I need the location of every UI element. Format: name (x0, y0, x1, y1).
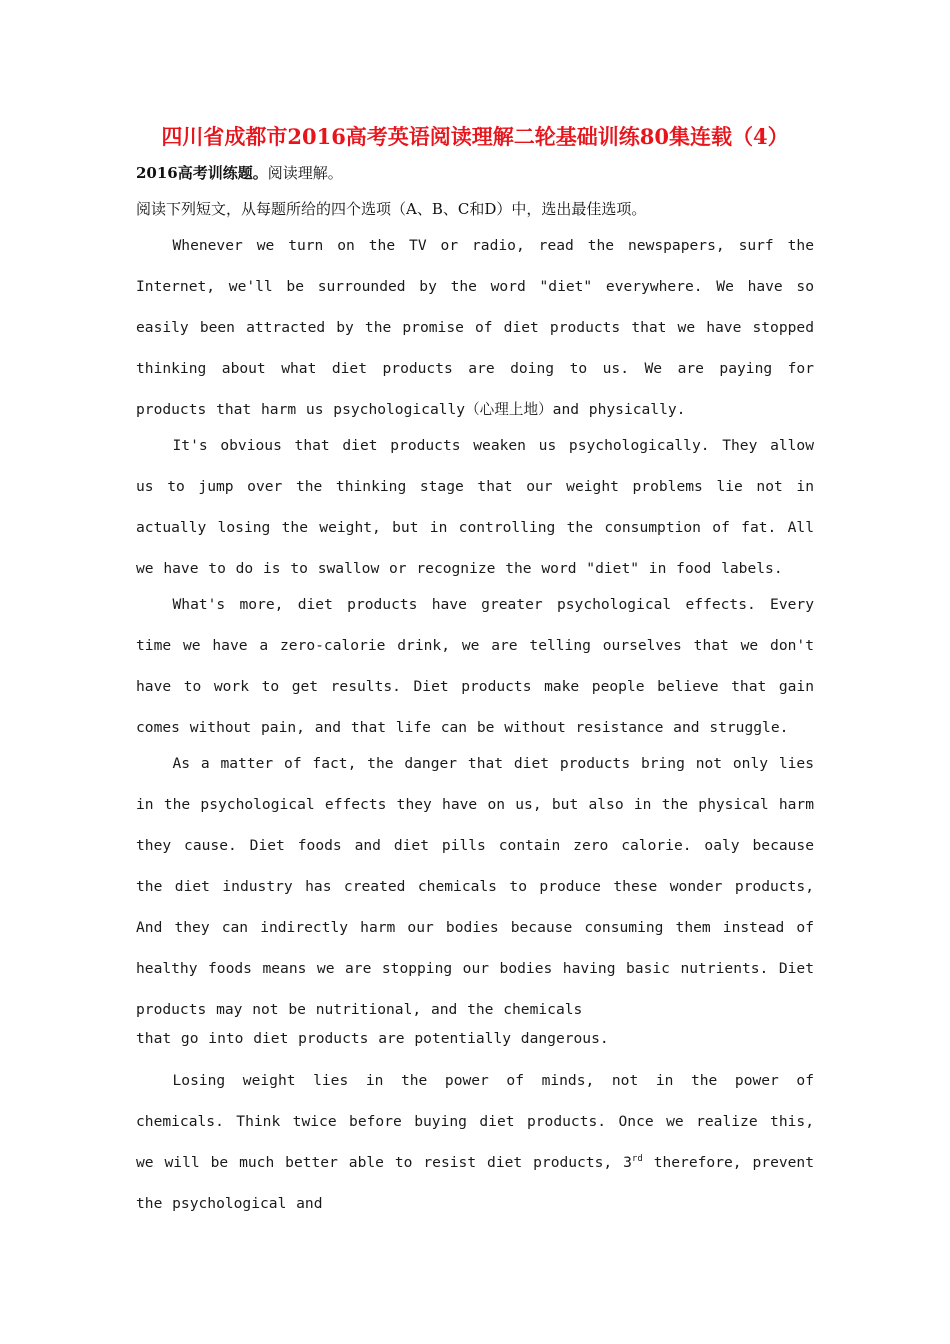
passage-paragraph-5 (136, 1060, 814, 1224)
exercise-subheading (136, 162, 816, 184)
instruction-text: 阅读下列短文，从每题所给的四个选项（A、B、C和D）中，选出最佳选项。 (136, 200, 647, 218)
paragraph-5-tail: therefore, prevent the psychological and (136, 1154, 814, 1212)
passage-paragraph-4: As a matter of fact, the danger that diet products bring not only lies in the psychological effects they have on us, but also in the physical harm they cause. Diet foods and diet pills contain zero calorie. oaly because the diet industry has created chemicals to produce these wonder products, And they can indirectly harm our bodies because consuming them instead of healthy foods means we are stopping our bodies having basic nutrients. Diet products may not be nutritional, and the chemicals (136, 755, 814, 1018)
passage-paragraph-1: Whenever we turn on the TV or radio, read the newspapers, surf the Internet, we'll be surrounded by the word "diet" everywhere. We have so easily been attracted by the promise of diet products that we have stopped thinking about what diet products are doing to us. We are paying for products that harm us psychologically（心理上地）and physically. (136, 237, 814, 418)
passage-paragraph-3: What's more, diet products have greater psychological effects. Every time we have a zero-calorie drink, we are telling ourselves that we don't have to work to get results. Diet products make people believe that gain comes without pain, and that life can be without resistance and struggle. (136, 596, 814, 736)
passage-paragraph-4-continuation: that go into diet products are potentially dangerous. (136, 1030, 609, 1047)
exercise-type: 阅读理解。 (267, 164, 343, 182)
exercise-label: 2016高考训练题。 (136, 164, 268, 182)
document-title: 四川省成都市2016高考英语阅读理解二轮基础训练80集连载（4） (161, 124, 789, 149)
reading-passage (136, 225, 814, 1219)
superscript-rd: rd (631, 1154, 643, 1165)
passage-paragraph-2: It's obvious that diet products weaken us psychologically. They allow us to jump over the thinking stage that our weight problems lie not in actually losing the weight, but in controlling the consumption of fat. All we have to do is to swallow or recognize the word "diet" in food labels. (136, 437, 814, 577)
paragraph-5-text: Losing weight lies in the power of minds, not in the power of chemicals. Think twice before buying diet products. Once we realize this, we will be much better able to resist diet products, 3 (136, 1072, 814, 1171)
